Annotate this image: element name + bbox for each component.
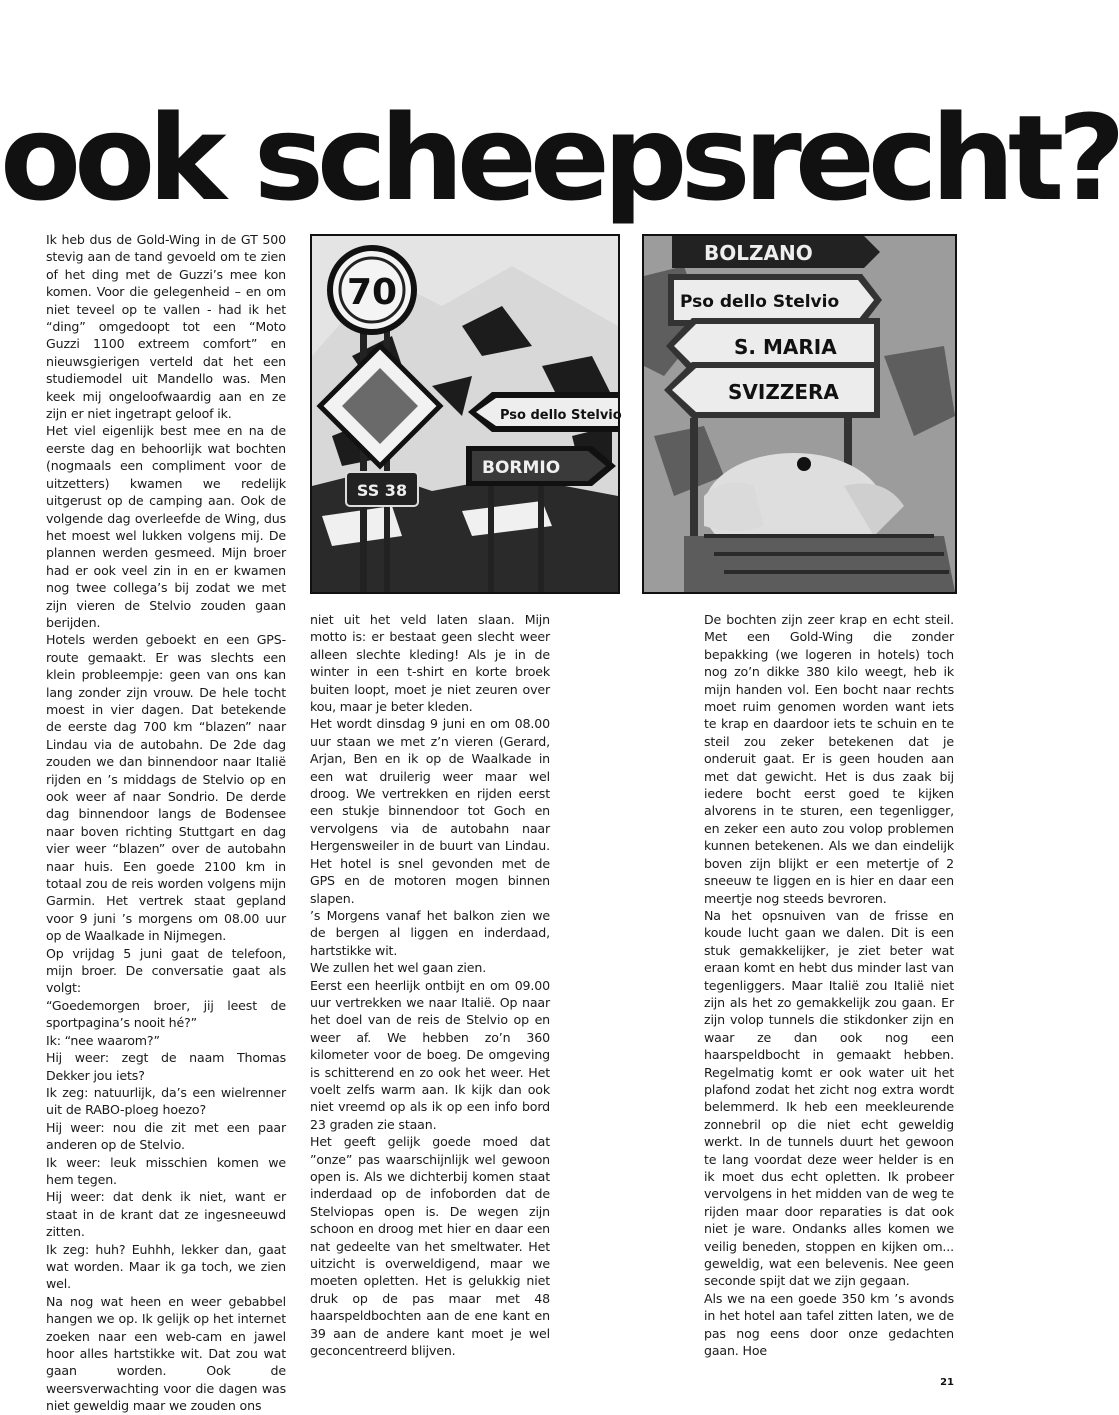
town-sign-label: BORMIO	[482, 458, 561, 478]
paragraph: Ik weer: leuk misschien komen we hem tegen.	[46, 1154, 286, 1187]
sign-santa-maria-label: S. MARIA	[734, 335, 837, 359]
paragraph: We zullen het wel gaan zien.	[310, 960, 487, 976]
article-column-1	[46, 231, 286, 1415]
page-number: 21	[940, 1377, 954, 1388]
paragraph: Hotels werden geboekt en een GPS-route gemaakt. Er was slechts een klein probleempje: geen van ons kan lang zonder zijn vrouw. De hele tocht moest in vier dagen. Dat betekende de eerste dag 700 km “blazen” naar Lindau via de autobahn. De 2de dag zouden we dan binnendoor naar Italië rijden en ’s middags de Stelvio op en ook weer af naar Sondrio. De derde dag binnendoor langs de Bodensee naar boven richting Stuttgart en dag vier weer “blazen” over de autobahn naar huis. Een goede 2100 km in totaal zou de reis worden volgens mijn Garmin. Het vertrek staat gepland voor 9 juni ’s morgens om 08.00 uur op de Waalkade in Nijmegen.	[46, 632, 286, 944]
speed-sign-label: 70	[346, 272, 398, 313]
paragraph: Ik: “nee waarom?”	[46, 1032, 160, 1048]
paragraph: Het wordt dinsdag 9 juni en om 08.00 uur staan we met z’n vieren (Gerard, Arjan, Ben en ik op de Waalkade in een wat druilerig weer maar wel droog. We vertrekken en rijden eerst een stukje binnendoor tot Goch en vervolgens via de autobahn naar Hergensweiler in de buurt van Lindau. Het hotel is snel gevonden met de GPS en de motoren mogen binnen slapen.	[310, 716, 550, 906]
paragraph: Het geeft gelijk goede moed dat ”onze” pas waarschijnlijk wel gewoon open is. Als we dichterbij komen staat inderdaad op de infoborden dat de Stelviopas open is. De wegen zijn schoon en droog met hier en daar een nat gedeelte van het smeltwater. Het uitzicht is overweldigend, maar we moeten opletten. Het is gelukkig niet druk op de pas maar met 48 haarspeldbochten aan de ene kant en 39 aan de andere kant moet je wel geconcentreerd blijven.	[310, 1134, 550, 1359]
paragraph: Hij weer: nou die zit met een paar anderen op de Stelvio.	[46, 1119, 286, 1153]
article-column-2	[310, 611, 550, 1359]
paragraph: Eerst een heerlijk ontbijt en om 09.00 uur vertrekken we naar Italië. Op naar het doel van de reis de Stelvio op en weer af. We hebben zo’n 360 kilometer voor de boeg. De omgeving is schitterend en zo ook het weer. Het voelt zelfs warm aan. Ik kijk dan ook niet vreemd op als ik op een info bord 23 graden zie staan.	[310, 977, 550, 1132]
pass-sign-label: Pso dello Stelvio	[500, 408, 622, 423]
headline: ook scheepsrecht?	[0, 89, 1119, 227]
paragraph: Als we na een goede 350 km ’s avonds in het hotel aan tafel zitten laten, we de pas nog eens door onze gedachten gaan. Hoe	[704, 1290, 954, 1359]
paragraph: Na het opsnuiven van de frisse en koude lucht gaan we dalen. Dit is een stuk gemakkelijker, je ziet beter wat eraan komt en hebt dus minder last van tegenliggers. Maar Italië zou Italië niet zijn als het zo gemakkelijk zou gaan. Er zijn volop tunnels die stikdonker zijn en waar ze dan ook nog een haarspeldbocht in gemaakt hebben. Regelmatig komt er ook water uit het plafond zodat het zicht nog extra wordt belemmerd. Ik heb een meekleurende zonnebril op die niet echt geweldig werkt. In de tunnels duurt het gewoon te lang voordat deze weer helder is en ik moet dus echt opletten. Ik probeer vervolgens in het midden van de weg te rijden maar door reparaties is dat ook niet je ware. Ondanks alles komen we veilig beneden, stoppen en kijken om... geweldig, wat een belevenis. Nee geen seconde spijt dat we zijn gegaan.	[704, 907, 954, 1289]
road-code-label: SS 38	[356, 481, 408, 500]
sign-bolzano-label: BOLZANO	[704, 241, 813, 265]
photo-signs-stelvio-with-toy	[642, 234, 957, 594]
paragraph: ’s Morgens vanaf het balkon zien we de bergen al liggen en inderdaad, hartstikke wit.	[310, 907, 550, 958]
photo-road-signs-bormio	[310, 234, 620, 594]
paragraph: “Goedemorgen broer, jij leest de sportpagina’s nooit hé?”	[46, 997, 286, 1031]
sign-svizzera-label: SVIZZERA	[728, 380, 839, 404]
paragraph: Op vrijdag 5 juni gaat de telefoon, mijn broer. De conversatie gaat als volgt:	[46, 945, 286, 996]
paragraph: Hij weer: zegt de naam Thomas Dekker jou iets?	[46, 1050, 286, 1083]
paragraph: Hij weer: dat denk ik niet, want er staat in de krant dat ze ingesneeuwd zitten.	[46, 1189, 286, 1240]
paragraph: Ik zeg: natuurlijk, da’s een wielrenner uit de RABO-ploeg hoezo?	[46, 1084, 286, 1118]
article-column-3	[704, 611, 954, 1359]
paragraph: Na nog wat heen en weer gebabbel hangen we op. Ik gelijk op het internet zoeken naar een web-cam en jawel hoor alles hartstikke wit. Dat zou wat gaan worden. Ook de weersverwachting voor die dagen was niet geweldig maar we zouden ons	[46, 1293, 286, 1414]
sign-stelvio-label: Pso dello Stelvio	[680, 292, 840, 312]
paragraph: Het viel eigenlijk best mee en na de eerste dag en behoorlijk wat bochten (nogmaals een compliment voor de uitzetters) kwamen we redelijk uitgerust op de camping aan. Ook de volgende dag overleefde de Wing, dus het moest wel lukken volgens mij. De plannen werden gesmeed. Mijn broer had er ook veel zin in en er kwamen nog twee collega’s bij zodat we met zijn vieren de Stelvio zouden gaan berijden.	[46, 423, 286, 630]
paragraph: Ik heb dus de Gold-Wing in de GT 500 stevig aan de tand gevoeld om te zien of het ding met de Guzzi’s mee kon komen. Voor die gelegenheid – en om niet teveel op te vallen - had ik het “ding” omgedoopt tot een “Moto Guzzi 1100 extreem comfort” en nieuwsgierigen verteld dat het een studiemodel uit Mandello was. Men keek mij ongeloofwaardig aan en ze zijn er niet ingetrapt geloof ik.	[46, 232, 286, 422]
paragraph: niet uit het veld laten slaan. Mijn motto is: er bestaat geen slecht weer alleen slechte kleding! Als je in de winter in een t-shirt en korte broek buiten loopt, moet je niet zeuren over kou, maar je beter kleden.	[310, 612, 550, 715]
paragraph: De bochten zijn zeer krap en echt steil. Met een Gold-Wing die zonder bepakking (we logeren in hotels) toch nog zo’n dikke 380 kilo weegt, heb ik mijn handen vol. Een bocht naar rechts moet ruim genomen worden want iets te krap en daardoor iets te schuin en te steil zou zeker betekenen dat je onderuit gaat. Er is geen houden aan met dat gewicht. Het is dus zaak bij iedere bocht eerst goed te kijken alvorens in te sturen, een tegenligger, en zeker een auto zou volop problemen kunnen betekenen. Als we dan eindelijk boven zijn blijkt er een metertje of 2 sneeuw te liggen en is hier en daar een meertje nog steeds bevroren.	[704, 612, 954, 906]
paragraph: Ik zeg: huh? Euhhh, lekker dan, gaat wat worden. Maar ik ga toch, we zien wel.	[46, 1241, 286, 1292]
